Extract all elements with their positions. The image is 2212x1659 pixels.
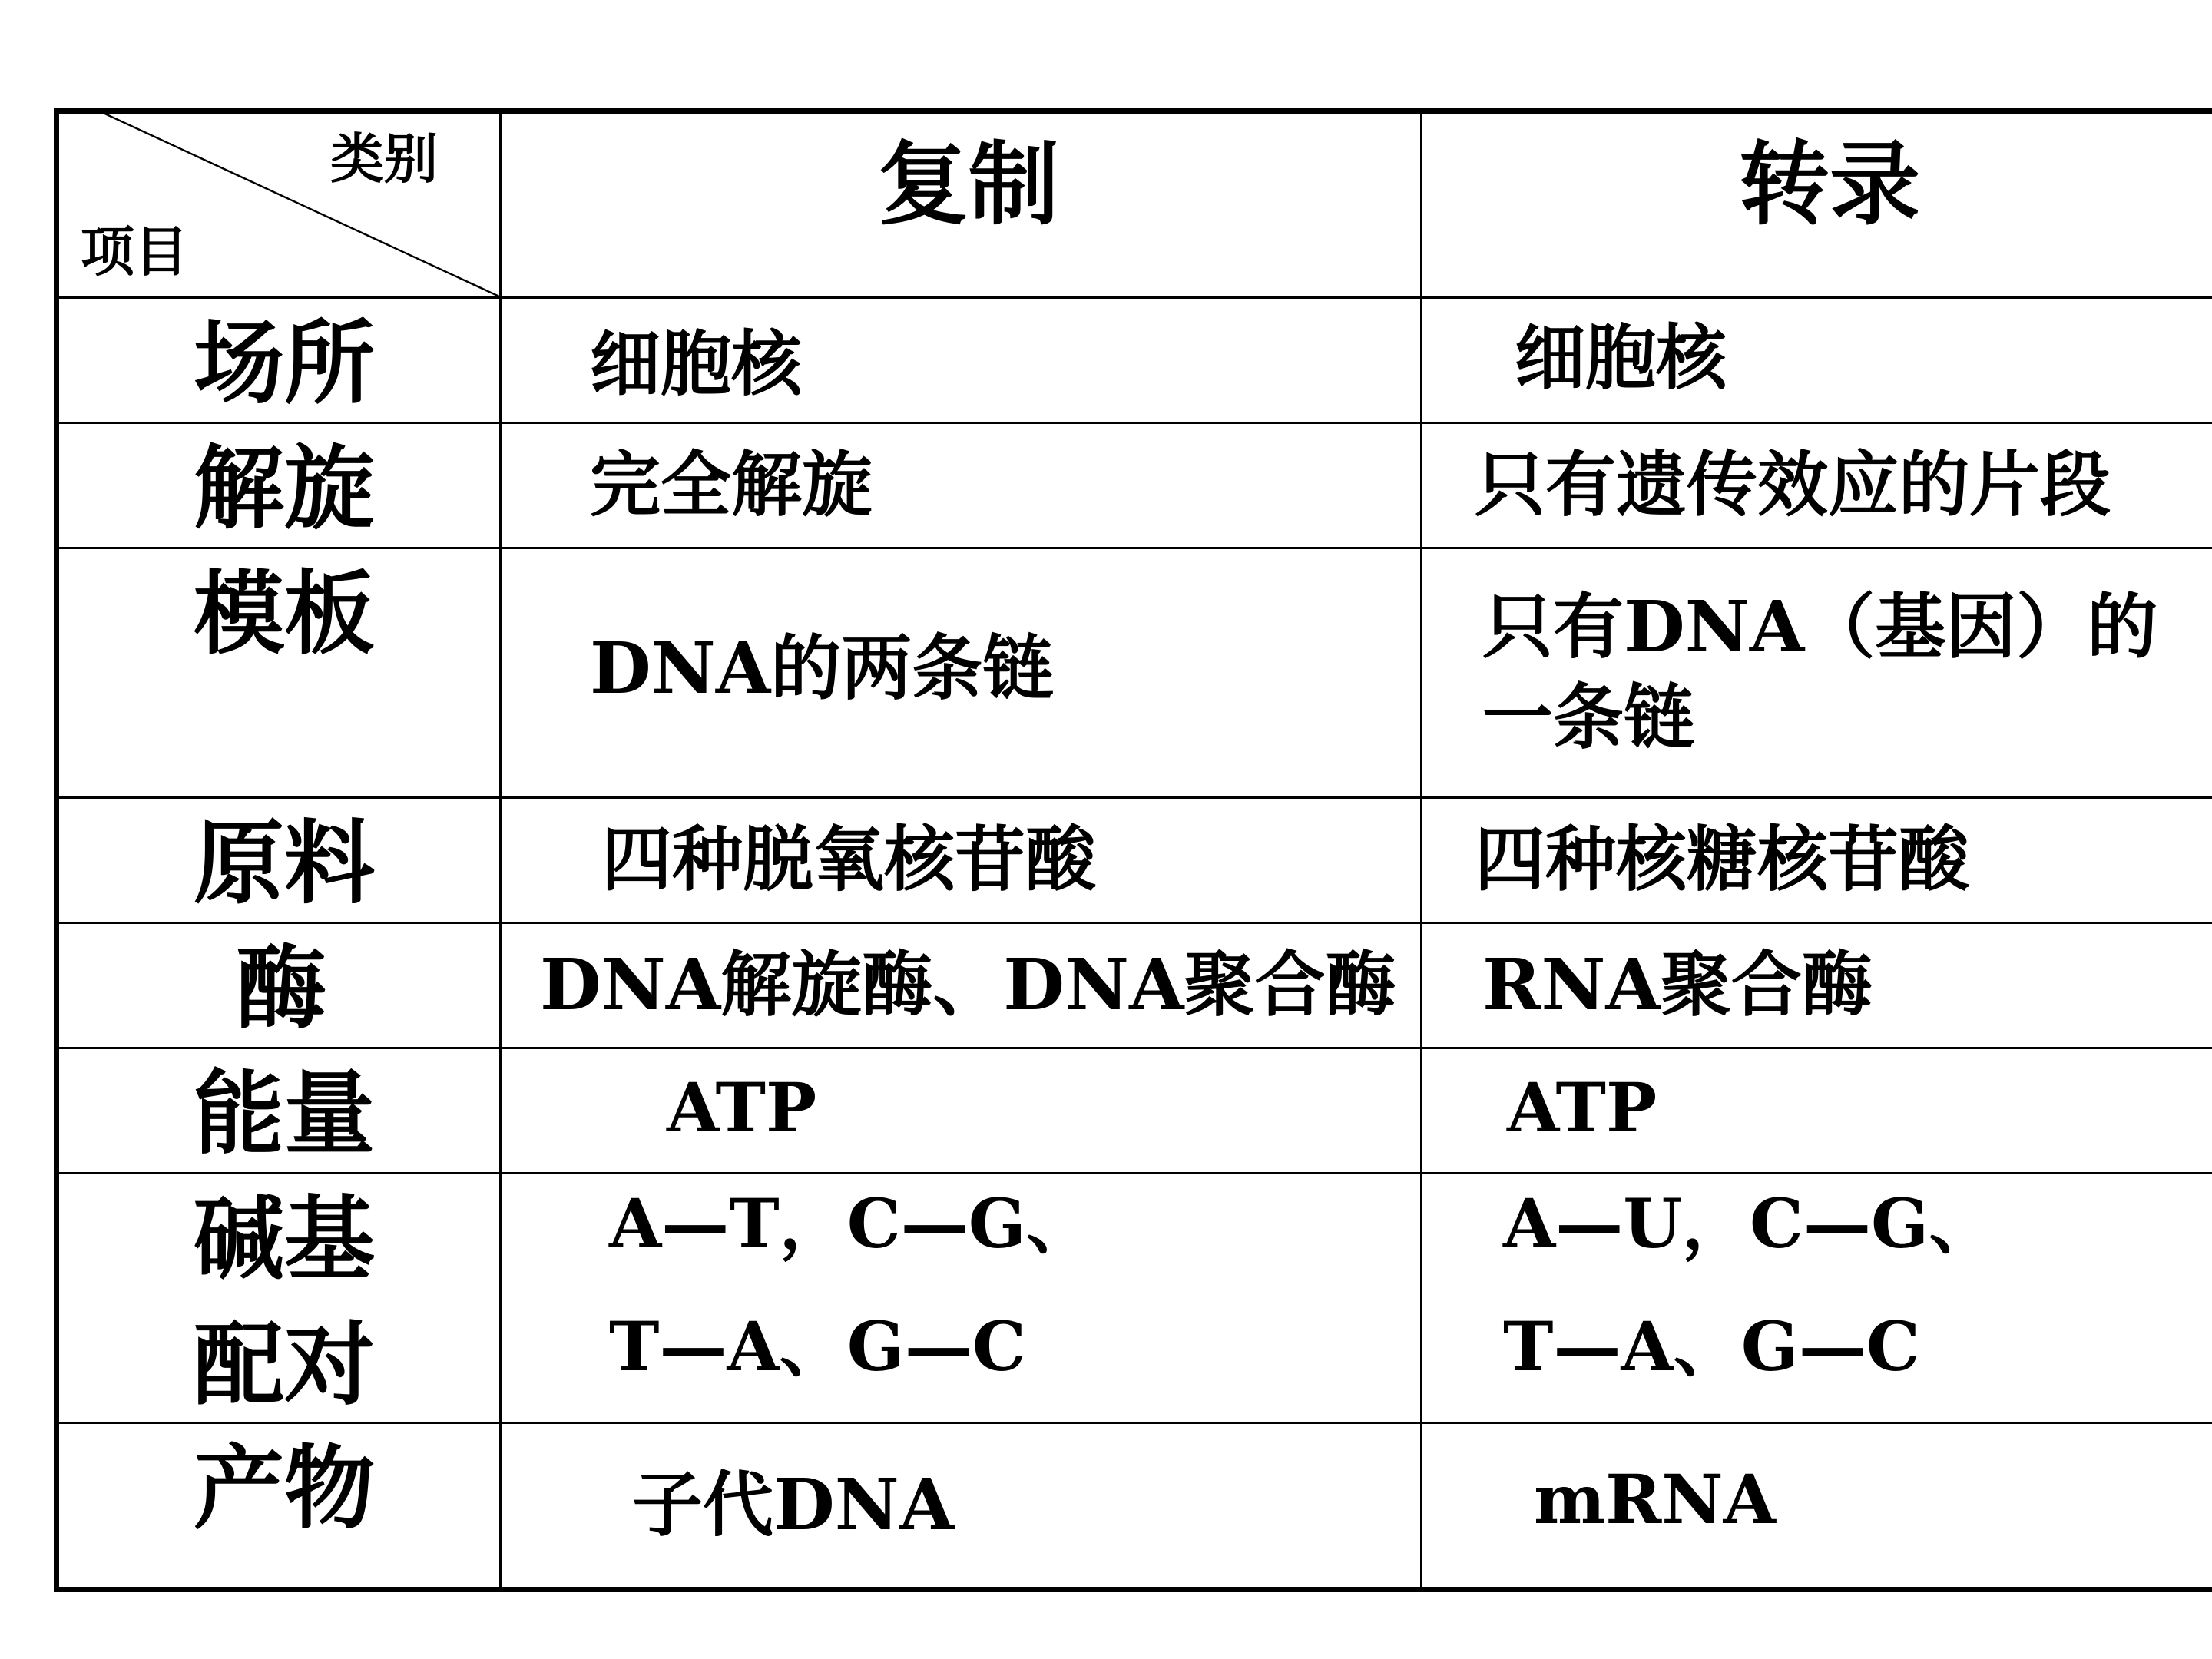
row-header-location: 场所 [194,310,376,416]
comparison-table [54,108,2212,1592]
replication-energy-text: ATP [667,1068,817,1147]
row-header-materials: 原料 [194,810,376,916]
transcription-enzyme-text: RNA聚合酶 [1482,943,1873,1026]
replication-cell [501,1174,1422,1423]
transcription-cell [1422,1423,2212,1590]
replication-materials-text: 四种脱氧核苷酸 [601,818,1097,901]
table-row-location [57,298,2212,423]
transcription-template-line1: 只有DNA（基因）的 [1482,585,2158,668]
row-header-cell [57,423,501,548]
table-row-energy [57,1048,2212,1174]
replication-cell [501,548,1422,798]
replication-unwinding-text: 完全解旋 [590,443,873,526]
row-header-cell [57,298,501,423]
row-header-enzyme: 酶 [236,935,327,1041]
column-header-replication-cell [501,111,1422,298]
header-row [57,111,2212,298]
row-header-unwinding: 解旋 [194,435,376,541]
transcription-materials-text: 四种核糖核苷酸 [1475,818,1970,901]
table-row-enzyme [57,923,2212,1048]
replication-cell [501,298,1422,423]
table-row-unwinding [57,423,2212,548]
row-header-cell [57,1174,501,1423]
corner-label-category: 类别 [330,127,438,190]
column-header-transcription: 转录 [1739,131,1921,237]
corner-header-cell [57,111,501,298]
transcription-location-text: 细胞核 [1515,316,1727,399]
replication-enzyme-text: DNA解旋酶、DNA聚合酶 [540,943,1396,1026]
transcription-energy-text: ATP [1507,1068,1657,1147]
replication-cell [501,923,1422,1048]
row-header-base-pairing-line1: 碱基 [194,1185,376,1292]
row-header-energy: 能量 [194,1060,376,1167]
table-row-product [57,1423,2212,1590]
row-header-base-pairing-line2: 配对 [194,1311,376,1418]
replication-pairing-line2: T—A、G—C [609,1306,1026,1386]
replication-cell [501,798,1422,923]
row-header-cell [57,1048,501,1174]
corner-label-item: 项目 [81,220,188,283]
transcription-product-text: mRNA [1534,1459,1776,1539]
transcription-pairing-line1: A—U，C—G、 [1503,1184,1997,1263]
replication-location-text: 细胞核 [590,323,803,406]
transcription-cell [1422,923,2212,1048]
row-header-product: 产物 [194,1435,376,1541]
transcription-cell [1422,1048,2212,1174]
replication-pairing-line1: A—T，C—G、 [609,1184,1094,1263]
row-header-template: 模板 [194,560,376,667]
transcription-cell [1422,423,2212,548]
transcription-cell [1422,798,2212,923]
row-header-cell [57,548,501,798]
transcription-cell [1422,298,2212,423]
table-row-template [57,548,2212,798]
replication-cell [501,423,1422,548]
column-header-replication: 复制 [878,131,1060,237]
transcription-cell [1422,1174,2212,1423]
column-header-transcription-cell [1422,111,2212,298]
transcription-pairing-line2: T—A、G—C [1503,1306,1920,1386]
table-row-materials [57,798,2212,923]
row-header-cell [57,923,501,1048]
replication-product-text: 子代DNA [632,1463,955,1546]
replication-cell [501,1423,1422,1590]
transcription-template-line2: 一条链 [1482,676,1695,759]
table-row-base-pairing [57,1174,2212,1423]
transcription-cell [1422,548,2212,798]
row-header-cell [57,798,501,923]
transcription-unwinding-text: 只有遗传效应的片段 [1475,443,2111,526]
replication-cell [501,1048,1422,1174]
replication-template-text: DNA的两条链 [590,627,1054,710]
row-header-cell [57,1423,501,1590]
